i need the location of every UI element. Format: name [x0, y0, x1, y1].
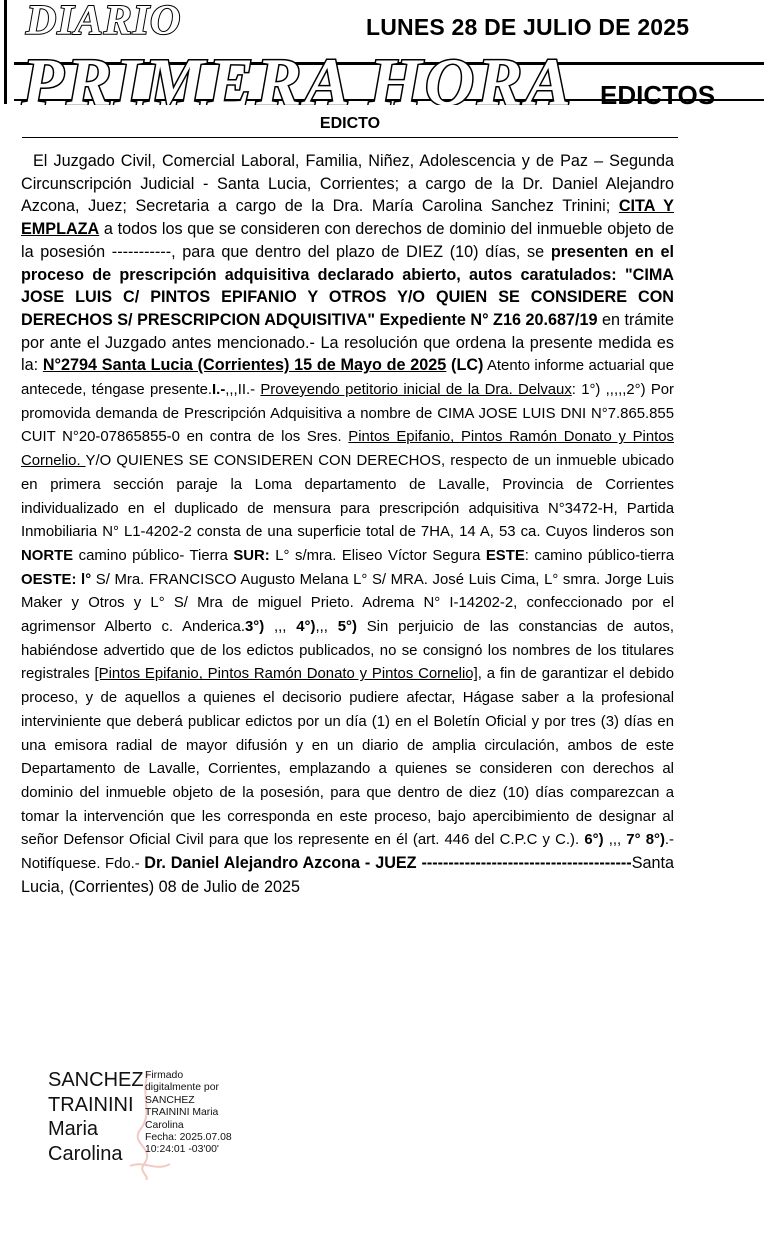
- signature-detail-line: digitalmente por: [145, 1082, 219, 1094]
- signature-date: Fecha: 2025.07.08: [145, 1132, 232, 1144]
- signature-details: [145, 1070, 265, 1157]
- body-text: a todos los que se consideren con derechos de dominio del inmueble objeto de la posesión -----------, para que dentro del plazo de DIEZ (10) días, se: [21, 220, 674, 261]
- registered-owners: [Pintos Epifanio, Pintos Ramón Donato y Pintos Cornelio]: [94, 666, 478, 683]
- title-divider: [22, 137, 678, 138]
- body-text: Y/O QUIENES SE CONSIDEREN CON DERECHOS, respecto de un inmueble ubicado en primera sección paraje la Loma departamento de Lavalle, Provincia de Corrientes individualizado en el duplicado de mensura para prescripción adquisitiva N°3472-H, Partida Inmobiliaria N° L1-4202-2 consta de una superficie total de 7HA, 14 A, 53 ca. Cuyos linderos son: [21, 453, 674, 541]
- item-number: I.-: [212, 382, 226, 399]
- place-and-date: Santa Lucia, (Corrientes) 08 de Julio de 2025: [21, 854, 674, 896]
- boundary-south: SUR:: [233, 547, 270, 564]
- brand-top-logo: DIARIO: [26, 0, 182, 44]
- signature-detail-line: Firmado: [145, 1070, 184, 1081]
- dash-separator: ---------------------------------------: [416, 854, 632, 873]
- cita-y-emplaza: CITA Y EMPLAZA: [21, 197, 674, 239]
- signature-detail-line: Carolina: [145, 1119, 184, 1131]
- boundary-west: OESTE: l°: [21, 571, 92, 588]
- item-number: 3°): [244, 619, 265, 636]
- item-number: 6°): [584, 832, 604, 849]
- signer-name-line: Maria: [48, 1118, 99, 1140]
- body-text: : camino público-tierra: [524, 547, 674, 564]
- digital-signature: [48, 1068, 308, 1188]
- resolution-code: (LC): [446, 356, 484, 375]
- body-text: camino público- Tierra: [73, 547, 234, 564]
- body-text: Sin perjuicio de las constancias de autos, habiéndose advertido que de los edictos publicados, no se consignó los nombres de los titulares registrales: [21, 619, 675, 683]
- petition-heading: Proveyendo petitorio inicial de la Dra. Delvaux: [260, 382, 572, 399]
- signature-time: 10:24:01 -03'00': [145, 1144, 219, 1156]
- edition-date: LUNES 28 DE JULIO DE 2025: [366, 14, 690, 40]
- body-text: L° s/mra. Eliseo Víctor Segura: [269, 547, 486, 564]
- signature-detail-line: SANCHEZ: [145, 1094, 195, 1106]
- edict-body: [21, 150, 674, 899]
- body-text: en trámite por ante el Juzgado antes mencionado.- La resolución que ordena la presente medida es la:: [21, 310, 674, 375]
- body-text: .- Notifíquese. Fdo.-: [21, 832, 675, 873]
- item-number: 7° 8°): [626, 832, 665, 849]
- signer-name-line: SANCHEZ: [48, 1069, 144, 1091]
- body-text: ,,,: [603, 832, 627, 849]
- signer-name: [48, 1068, 144, 1166]
- body-text: ,,,: [315, 619, 338, 636]
- body-text: ,,,: [264, 619, 297, 636]
- body-text: Atento informe actuarial que antecede, téngase presente.: [21, 358, 674, 399]
- judge-signature-line: Dr. Daniel Alejandro Azcona - JUEZ: [144, 854, 417, 873]
- resolution-reference: N°2794 Santa Lucia (Corrientes) 15 de Mayo de 2025: [42, 356, 447, 375]
- defendant-names: Pintos Epifanio, Pintos Ramón Donato y Pintos Cornelio.: [21, 429, 674, 470]
- item-number: 4°): [296, 619, 316, 636]
- document-title: EDICTO: [319, 115, 381, 132]
- brand-main-logo: PRIMERA HORA: [22, 44, 574, 105]
- body-text: : 1°) ,,,,,2°) Por promovida demanda de Prescripción Adquisitiva a nombre de CIMA JOSE LUIS DNI N°7.865.855 CUIT N°20-07865855-0 en contra de los Sres.: [21, 382, 674, 446]
- masthead-left-rule: [4, 0, 7, 104]
- body-text: El Juzgado Civil, Comercial Laboral, Familia, Niñez, Adolescencia y de Paz – Segunda Circunscripción Judicial - Santa Lucia, Corrientes; a cargo de la Dr. Daniel Alejandro Azcona, Juez; Secretaria a cargo de la Dra. María Carolina Sanchez Trinini;: [21, 152, 674, 216]
- section-label: EDICTOS: [600, 80, 716, 105]
- case-caption: presenten en el proceso de prescripción adquisitiva declarado abierto, autos caratulados: "CIMA JOSE LUIS C/ PINTOS EPIFANIO Y OTROS Y/O QUIEN SE CONSIDERE CON DERECHOS S/ PRESCRIPCION ADQUISITIVA" Expediente N° Z16 20.687/19: [21, 242, 674, 329]
- newspaper-masthead: [0, 0, 776, 105]
- signer-name-line: Carolina: [48, 1142, 123, 1165]
- body-text: , a fin de garantizar el debido proceso, y de aquellos a quienes el decisorio pudiere afectar, Hágase saber a la profesional interviniente que deberá publicar edictos por un día (1) en el Boletín Oficial y por tres (3) días en una emisora radial de mayor difusión y en un diario de amplia circulación, ambos de este Departamento de Lavalle, Corrientes, emplazando a quienes se consideren con derechos al dominio del inmueble objeto de la posesión, para que dentro de diez (10) días comparezcan a tomar la intervención que les corresponda en este proceso, bajo apercibimiento de designar al señor Defensor Oficial Civil para que los represente en él (art. 446 del C.P.C y C.).: [21, 666, 674, 849]
- signature-detail-line: TRAININI Maria: [145, 1107, 219, 1119]
- body-text: ,,,II.-: [225, 382, 261, 399]
- boundary-east: ESTE: [485, 547, 525, 564]
- body-text: S/ Mra. FRANCISCO Augusto Melana L° S/ MRA. José Luis Cima, L° smra. Jorge Luis Maker y Otros y L° S/ Mra de miguel Prieto. Adrema N° I-14202-2, confeccionado por el agrimensor Alberto c. Anderica.: [21, 571, 674, 636]
- signer-name-line: TRAININI: [48, 1093, 134, 1116]
- item-number: 5°): [337, 619, 357, 636]
- boundary-north: NORTE: [21, 547, 74, 564]
